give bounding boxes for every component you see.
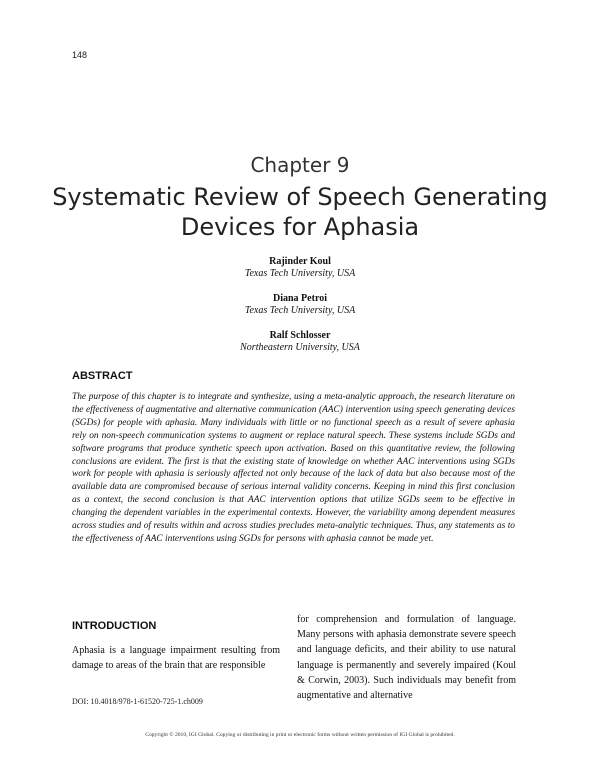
left-column: [72, 620, 280, 673]
author-block: [0, 256, 600, 293]
introduction-paragraph-right: for comprehension and formulation of language. Many persons with aphasia demonstrate severe speech and language deficits, and their ability to use natural language is permanently and severely impaired (Koul & Corwin, 2003). Such individuals may benefit from augmentative and alternative: [297, 614, 516, 702]
author-list: [0, 256, 600, 367]
author-block: [0, 293, 600, 330]
author-name: Rajinder Koul: [269, 256, 331, 267]
page-number: 148: [72, 50, 88, 60]
author-affiliation: Texas Tech University, USA: [244, 268, 356, 279]
abstract-heading: ABSTRACT: [72, 370, 133, 382]
author-affiliation: Texas Tech University, USA: [244, 305, 356, 316]
introduction-paragraph-left: Aphasia is a language impairment resulting from damage to areas of the brain that are responsible: [72, 645, 280, 671]
author-block: [0, 330, 600, 367]
copyright-notice: Copyright © 2010, IGI Global. Copying or distributing in print or electronic forms without written permission of IGI Global is prohibited.: [145, 732, 455, 738]
abstract-body: The purpose of this chapter is to integrate and synthesize, using a meta-analytic approach, the research literature on the effectiveness of augmentative and alternative communication (AAC) intervention using speech generating devices (SGDs) for people with aphasia. Many individuals with little or no functional speech as a result of severe aphasia rely on non-speech communication systems to augment or replace natural speech. These systems include SGDs and software programs that produce synthetic speech upon activation. Based on this quantitative review, the following conclusions are evident. The first is that the existing state of knowledge on whether AAC interventions using SGDs work for people with aphasia is seriously affected not only because of the lack of data but also because most of the available data are compromised because of serious internal validity concerns. Keeping in mind this first conclusion as a context, the second conclusion is that AAC intervention options that utilize SGDs seem to be effective in changing the dependent variables in the experimental contexts. However, the variability among dependent measures across studies and of results within and across studies precludes meta-analytic techniques. Thus, any statements as to the effectiveness of AAC interventions using SGDs for persons with aphasia cannot be made yet.: [72, 392, 515, 544]
doi-line: DOI: 10.4018/978-1-61520-725-1.ch009: [72, 697, 203, 706]
author-name: Ralf Schlosser: [269, 330, 331, 341]
chapter-label: Chapter 9: [250, 153, 350, 177]
introduction-heading: INTRODUCTION: [72, 620, 157, 632]
author-affiliation: Northeastern University, USA: [240, 342, 360, 353]
chapter-title: Systematic Review of Speech Generating Devices for Aphasia: [52, 183, 548, 241]
author-name: Diana Petroi: [273, 293, 327, 304]
